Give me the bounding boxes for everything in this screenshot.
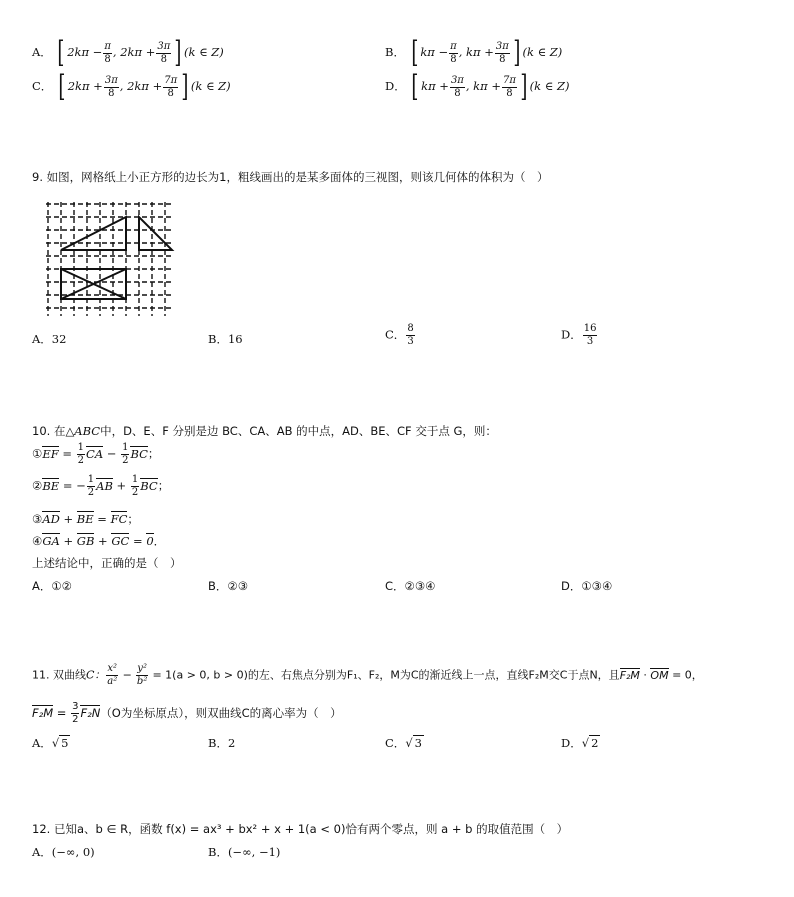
q11-option-a: A．√ 5 xyxy=(32,736,69,750)
q12-option-a: A．(−∞, 0) xyxy=(32,845,95,859)
q12-option-b: B．(−∞, −1) xyxy=(208,845,281,859)
q9-option-d: D． $\frac{16}{3}$ xyxy=(561,323,597,347)
q10-stem: 10. 在△ABC中，D、E、F 分别是边 BC、CA、AB 的中点，AD、BE、CF 交于点 G，则： xyxy=(32,424,497,438)
three-view-diagram xyxy=(44,200,176,318)
q11-option-b: B．2 xyxy=(208,736,236,750)
q10-statement-2: ②BE = − $\frac{1}{2}$ AB + $\frac{1}{2}$ BC； xyxy=(32,474,170,498)
q9-option-b: B．16 xyxy=(208,332,243,346)
q11-stem-line-2: F₂M = $\frac{3}{2}$ F₂N（O为坐标原点），则双曲线C的离心率为（ ） xyxy=(32,701,342,725)
q8-option-d: D． [ kπ + $\frac{3\pi}{8}$ , kπ + $\frac{7\pi}{8}$ ] (k ∈ Z) xyxy=(385,69,570,104)
q12-stem: 12. 已知a、b ∈ R，函数 f(x) = ax³ + bx² + x + 1(a < 0)恰有两个零点，则 a + b 的取值范围（ ） xyxy=(32,822,569,836)
q11-stem-line-1: 11. 双曲线C： $\frac{\text{x²}}{\text{a²}}$ − $\frac{\text{y²}}{\text{b²}}$ = 1(a > 0, b > 0)的左、右焦点分别为F₁、F₂，M为C的渐近线上一点，直线F₂M交C于点N，且F₂M · OM = 0， xyxy=(32,663,703,687)
q10-option-d: D．①③④ xyxy=(561,579,613,593)
q11-option-c: C．√ 3 xyxy=(385,736,422,750)
q8-option-c: C． [ 2kπ + $\frac{3\pi}{8}$ , 2kπ + $\frac{7\pi}{8}$ ] (k ∈ Z) xyxy=(32,69,231,104)
q11-option-d: D．√ 2 xyxy=(561,736,599,750)
q10-option-c: C．②③④ xyxy=(385,579,436,593)
q10-option-a: A．①② xyxy=(32,579,72,593)
q9-option-c: C． $\frac{8}{3}$ xyxy=(385,323,414,347)
q10-statement-1: ①EF = $\frac{1}{2}$ CA − $\frac{1}{2}$ BC； xyxy=(32,442,160,466)
q8-option-b: B． [ kπ − $\frac{\pi}{8}$ , kπ + $\frac{3\pi}{8}$ ] (k ∈ Z) xyxy=(385,35,563,70)
q9-stem: 9. 如图，网格纸上小正方形的边长为1，粗线画出的是某多面体的三视图，则该几何体的体积为（ ） xyxy=(32,170,549,184)
q10-option-b: B．②③ xyxy=(208,579,249,593)
q10-statement-3: ③AD + BE = FC； xyxy=(32,512,139,526)
q10-statement-4: ④GA + GB + GC = 0． xyxy=(32,534,166,548)
q9-option-a: A．32 xyxy=(32,332,67,346)
q10-question: 上述结论中，正确的是（ ） xyxy=(32,556,182,570)
q8-option-a: A． [ 2kπ − $\frac{\pi}{8}$ , 2kπ + $\frac{3\pi}{8}$ ] (k ∈ Z) xyxy=(32,35,224,70)
